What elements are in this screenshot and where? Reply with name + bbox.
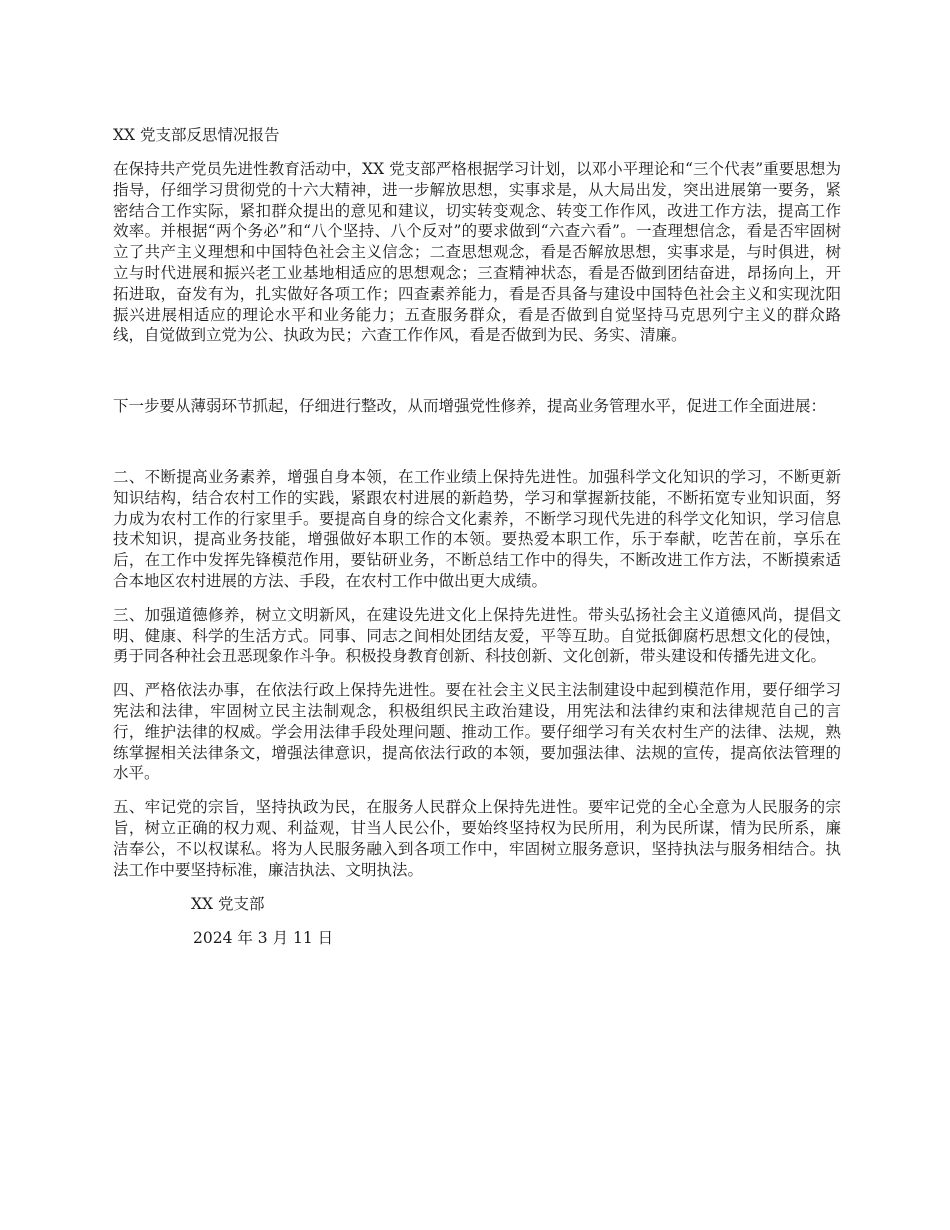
- signature-org: XX 党支部: [191, 895, 265, 914]
- blank-space: [113, 430, 841, 467]
- paragraph-intro: 在保持共产党员先进性教育活动中，XX 党支部严格根据学习计划，以邓小平理论和“三个代表”重要思想为指导，仔细学习贯彻党的十六大精神，进一步解放思想，实事求是，从大局出发，突出进展第一要务，紧密结合工作实际，紧扣群众提出的意见和建议，切实转变观念、转变工作作风，改进工作方法，提高工作效率。并根据“两个务必”和“八个坚持、八个反对”的要求做到“六查六看”。一查理想信念，看是否牢固树立了共产主义理想和中国特色社会主义信念；二查思想观念，看是否解放思想，实事求是，与时俱进，树立与时代进展和振兴老工业基地相适应的思想观念；三查精神状态，看是否做到团结奋进，昂扬向上，开拓进取，奋发有为，扎实做好各项工作；四查素养能力，看是否具备与建设中国特色社会主义和实现沈阳振兴进展相适应的理论水平和业务能力；五查服务群众，看是否做到自觉坚持马克思列宁主义的群众路线，自觉做到立党为公、执政为民；六查工作作风，看是否做到为民、务实、清廉。: [113, 160, 841, 345]
- document-title: XX 党支部反思情况报告: [113, 126, 280, 144]
- document-page: [113, 124, 841, 949]
- paragraph-item-4: 四、严格依法办事，在依法行政上保持先进性。要在社会主义民主法制建设中起到模范作用，要仔细学习宪法和法律，牢固树立民主法制观念，积极组织民主政治建设，用宪法和法律约束和法律规范自己的言行，维护法律的权威。学会用法律手段处理问题、推动工作。要仔细学习有关农村生产的法律、法规，熟练掌握相关法律条文，增强法律意识，提高依法行政的本领，要加强法律、法规的宣传，提高依法管理的水平。: [113, 681, 841, 783]
- paragraph-item-2: 二、不断提高业务素养，增强自身本领，在工作业绩上保持先进性。加强科学文化知识的学习，不断更新知识结构，结合农村工作的实践，紧跟农村进展的新趋势，学习和掌握新技能，不断拓宽专业知识面，努力成为农村工作的行家里手。要提高自身的综合文化素养，不断学习现代先进的科学文化知识，学习信息技术知识，提高业务技能，增强做好本职工作的本领。要热爱本职工作，乐于奉献，吃苦在前，享乐在后，在工作中发挥先锋模范作用，要钻研业务，不断总结工作中的得失，不断改进工作方法，不断摸索适合本地区农村进展的方法、手段，在农村工作中做出更大成绩。: [113, 467, 841, 590]
- paragraph-item-3: 三、加强道德修养，树立文明新风，在建设先进文化上保持先进性。带头弘扬社会主义道德风尚，提倡文明、健康、科学的生活方式。同事、同志之间相处团结友爱，平等互助。自觉抵御腐朽思想文化的侵蚀，勇于同各种社会丑恶现象作斗争。积极投身教育创新、科技创新、文化创新，带头建设和传播先进文化。: [113, 605, 841, 666]
- paragraph-item-5: 五、牢记党的宗旨，坚持执政为民，在服务人民群众上保持先进性。要牢记党的全心全意为人民服务的宗旨，树立正确的权力观、利益观，甘当人民公仆，要始终坚持权为民所用，利为民所谋，情为民所系，廉洁奉公，不以权谋私。将为人民服务融入到各项工作中，牢固树立服务意识，坚持执法与服务相结合。执法工作中要坚持标准，廉洁执法、文明执法。: [113, 798, 841, 879]
- paragraph-next-steps: 下一步要从薄弱环节抓起，仔细进行整改，从而增强党性修养，提高业务管理水平，促进工作全面进展：: [113, 397, 827, 416]
- blank-space: [113, 359, 841, 396]
- signature-date: 2024 年 3 月 11 日: [193, 929, 334, 948]
